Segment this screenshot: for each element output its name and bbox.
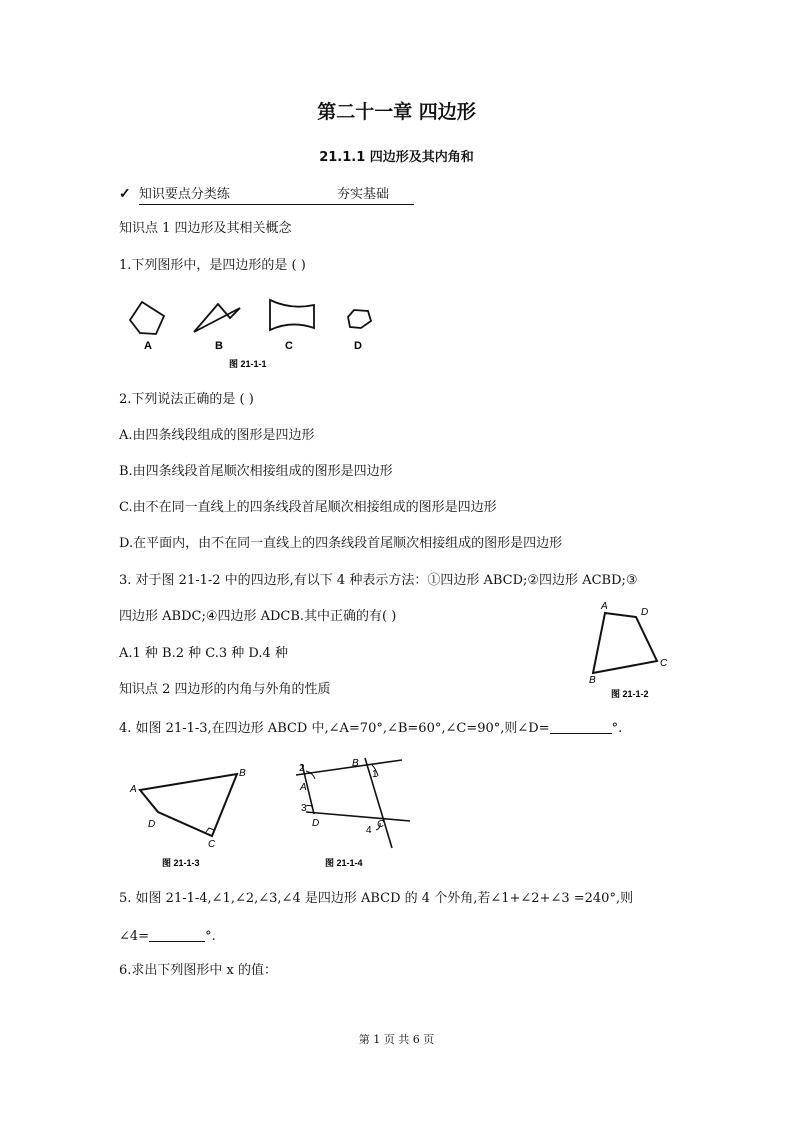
quadrilateral-abcd	[593, 613, 657, 673]
section-title: 21.1.1 四边形及其内角和	[319, 150, 474, 165]
vertex-c: C	[208, 839, 216, 850]
angle-label-3: 3	[301, 803, 307, 814]
question-5-prefix: ∠4=	[119, 929, 150, 944]
answer-blank-d[interactable]	[550, 720, 612, 734]
answer-blank-angle-4[interactable]	[149, 928, 205, 942]
question-3-options: A.1 种 B.2 种 C.3 种 D.4 种	[119, 646, 288, 661]
question-5-line-1: 5. 如图 21-1-4,∠1,∠2,∠3,∠4 是四边形 ABCD 的 4 个外角,若∠1+∠2+∠3 =240°,则	[119, 891, 634, 906]
vertex-a: A	[130, 784, 137, 795]
figure-caption: 图 21-1-1	[229, 359, 267, 369]
label-a: A	[144, 340, 152, 352]
option-2d: D.在平面内，由不在同一直线上的四条线段首尾顺次相接组成的图形是四边形	[119, 536, 563, 551]
question-5-line-2	[119, 928, 216, 945]
label-b: B	[215, 340, 223, 352]
vertex-a: A	[601, 601, 608, 612]
question-5-suffix: °.	[205, 929, 216, 944]
figure-21-1-1	[118, 290, 388, 372]
question-4-suffix: °.	[611, 721, 623, 736]
vertex-b: B	[589, 675, 596, 686]
figure-21-1-2	[583, 598, 683, 702]
knowledge-point-1: 知识点 1 四边形及其相关概念	[119, 221, 292, 236]
angle-label-1: 1	[372, 769, 378, 780]
chapter-title: 第二十一章 四边形	[317, 101, 476, 123]
figure-caption: 图 21-1-2	[611, 689, 649, 699]
question-3-line-1: 3. 对于图 21-1-2 中的四边形,有以下 4 种表示方法：①四边形 ABCD;②四边形 ACBD;③	[119, 573, 638, 588]
question-3-line-2: 四边形 ABDC;④四边形 ADCB.其中正确的有( )	[119, 609, 397, 624]
question-2: 2.下列说法正确的是 ( )	[119, 392, 254, 407]
banner-left: 知识要点分类练	[138, 187, 230, 202]
knowledge-point-2: 知识点 2 四边形的内角与外角的性质	[119, 682, 331, 697]
vertex-c: C	[660, 658, 668, 669]
shape-c	[270, 300, 314, 330]
label-d: D	[354, 340, 362, 352]
option-2a: A.由四条线段组成的图形是四边形	[119, 428, 315, 443]
vertex-d: D	[641, 607, 649, 618]
figure-caption-4: 图 21-1-4	[325, 858, 363, 868]
page-footer: 第 1 页 共 6 页	[358, 1033, 435, 1046]
option-2c: C.由不在同一直线上的四条线段首尾顺次相接组成的图形是四边形	[119, 500, 497, 515]
vertex-b: B	[239, 768, 246, 779]
question-6: 6.求出下列图形中 x 的值：	[119, 963, 277, 978]
section-banner	[119, 186, 414, 205]
angle-label-2: 2	[299, 763, 305, 774]
label-c: C	[285, 340, 293, 352]
extended-side-ab	[296, 760, 402, 775]
shape-b	[194, 304, 240, 332]
vertex-a: A	[300, 782, 307, 793]
option-2b: B.由四条线段首尾顺次相接组成的图形是四边形	[119, 464, 393, 479]
vertex-d: D	[312, 818, 320, 829]
banner-right: 夯实基础	[337, 187, 390, 202]
figure-caption-3: 图 21-1-3	[162, 858, 200, 868]
vertex-c: C	[377, 819, 385, 830]
question-4-text: 4. 如图 21-1-3,在四边形 ABCD 中,∠A=70°,∠B=60°,∠C=90°,则∠D=	[119, 721, 550, 736]
check-icon: ✓	[119, 186, 131, 202]
question-4	[119, 720, 622, 737]
figures-21-1-3-and-21-1-4	[120, 752, 410, 876]
angle-label-4: 4	[366, 825, 372, 836]
vertex-d: D	[148, 819, 156, 830]
question-1: 1.下列图形中，是四边形的是 ( )	[119, 258, 306, 273]
shape-a	[130, 302, 164, 334]
shape-d	[348, 310, 371, 328]
extended-side-cd	[306, 812, 410, 821]
vertex-b: B	[352, 758, 359, 769]
